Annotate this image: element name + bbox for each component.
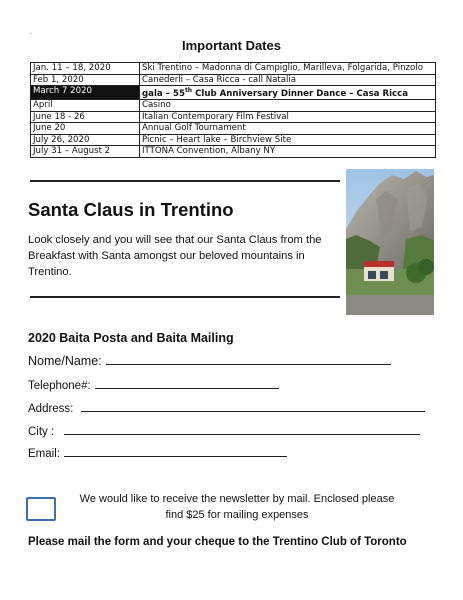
email-line[interactable] xyxy=(64,446,287,457)
gala-text-rest: Club Anniversary Dinner Dance – Casa Ricca xyxy=(192,88,409,99)
event-cell: Canederli – Casa Ricca - call Natalia xyxy=(140,74,436,86)
table-row xyxy=(31,74,436,86)
date-cell: July 26, 2020 xyxy=(31,134,140,146)
gala-text: gala – 55 xyxy=(142,88,185,99)
date-cell: Jan. 11 – 18, 2020 xyxy=(31,63,140,75)
newsletter-text xyxy=(56,491,418,523)
table-row xyxy=(31,63,436,75)
name-line[interactable] xyxy=(106,354,391,365)
table-row xyxy=(31,146,436,158)
newsletter-checkbox[interactable] xyxy=(26,497,56,521)
mailing-title: 2020 Baita Posta and Baita Mailing xyxy=(28,331,234,345)
email-field xyxy=(28,446,287,460)
date-cell: June 20 xyxy=(31,123,140,135)
telephone-label: Telephone#: xyxy=(28,380,91,392)
newsletter-line-2: find $25 for mailing expenses xyxy=(165,509,309,521)
event-cell-gala xyxy=(140,86,436,100)
name-field xyxy=(28,354,391,368)
santa-title: Santa Claus in Trentino xyxy=(28,199,234,220)
superscript-th: th xyxy=(184,87,193,94)
table-row xyxy=(31,100,436,112)
event-cell: Ski Trentino – Madonna di Campiglio, Marilleva, Folgarida, Pinzolo xyxy=(140,63,436,75)
date-cell-highlighted: March 7 2020 xyxy=(31,86,140,100)
important-dates-title: Important Dates xyxy=(182,38,281,53)
divider-bottom xyxy=(30,296,340,298)
closing-instructions: Please mail the form and your cheque to the Trentino Club of Toronto xyxy=(28,536,407,548)
date-cell: July 31 – August 2 xyxy=(31,146,140,158)
event-cell: ITTONA Convention, Albany NY xyxy=(140,146,436,158)
newsletter-line-1: We would like to receive the newsletter by mail. Enclosed please xyxy=(79,493,395,505)
santa-paragraph: Look closely and you will see that our Santa Claus from the Breakfast with Santa amongst our beloved mountains in Trentino. xyxy=(28,234,322,278)
telephone-field xyxy=(28,378,279,392)
city-label: City : xyxy=(28,426,55,438)
address-label: Address: xyxy=(28,403,74,415)
table-row xyxy=(31,111,436,123)
city-line[interactable] xyxy=(64,424,420,435)
event-cell: Picnic – Heart lake – Birchview Site xyxy=(140,134,436,146)
date-cell: April xyxy=(31,100,140,112)
address-field xyxy=(28,401,425,415)
city-field xyxy=(28,424,420,438)
trentino-mountain-photo xyxy=(346,169,434,315)
table-row-highlighted xyxy=(31,86,436,100)
telephone-line[interactable] xyxy=(95,378,279,389)
email-label: Email: xyxy=(28,448,60,460)
important-dates-table xyxy=(30,62,436,158)
address-line[interactable] xyxy=(81,401,425,412)
date-cell: June 18 - 26 xyxy=(31,111,140,123)
date-cell: Feb 1, 2020 xyxy=(31,74,140,86)
divider-top xyxy=(30,180,340,182)
event-cell: Annual Golf Tournament xyxy=(140,123,436,135)
table-row xyxy=(31,123,436,135)
table-row xyxy=(31,134,436,146)
page-mark: . xyxy=(30,30,32,36)
event-cell: Casino xyxy=(140,100,436,112)
event-cell: Italian Contemporary Film Festival xyxy=(140,111,436,123)
name-label: Nome/Name: xyxy=(28,354,102,368)
